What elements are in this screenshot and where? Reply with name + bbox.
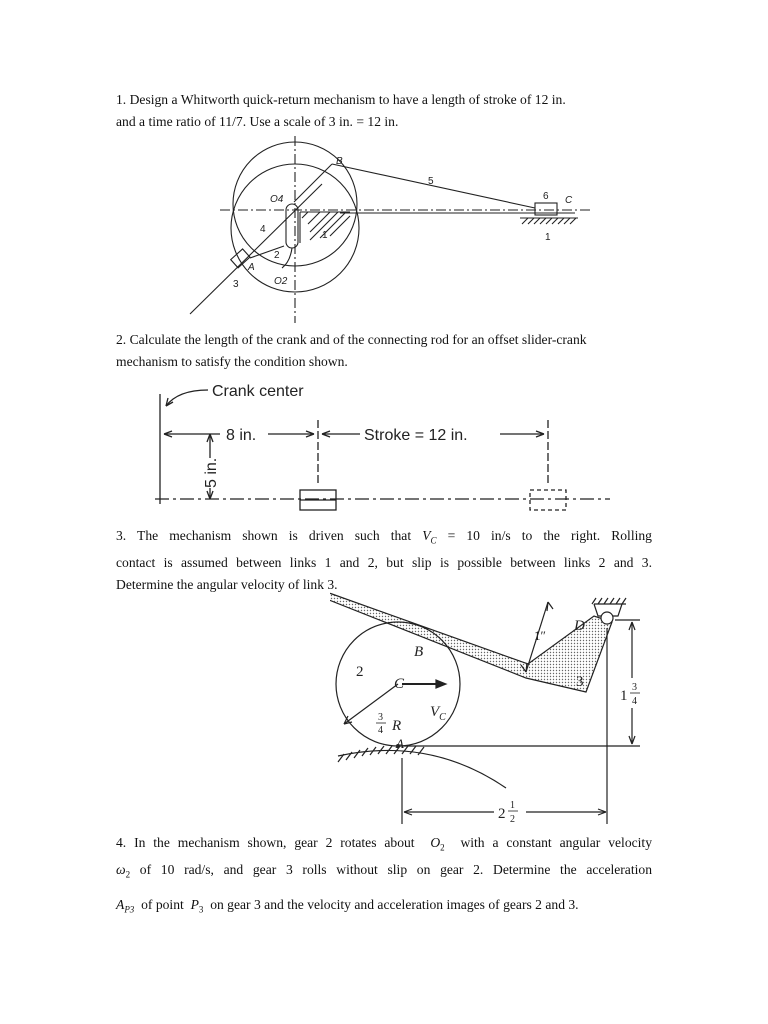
width-whole: 2 (498, 806, 506, 822)
problem-2-line-1: 2. Calculate the length of the crank and of the connecting rod for an offset slider-crank (116, 332, 587, 347)
label-B: B (336, 156, 343, 167)
label-C: C (394, 676, 405, 692)
problem-1-line-2: and a time ratio of 11/7. Use a scale of 3 in. = 12 in. (116, 114, 399, 129)
label-C: C (565, 195, 573, 206)
frac-3-4-num: 3 (378, 712, 383, 723)
problem-3-line-3: Determine the angular velocity of link 3. (116, 576, 338, 592)
label-D: D (574, 618, 585, 634)
label-6: 6 (543, 191, 549, 202)
figure-offset-slider-crank (150, 376, 620, 516)
problem-3-line-1: 3. The mechanism shown is driven such that $V_C = 10$ in/s to the right. Rolling (116, 528, 652, 546)
problem-2 (116, 329, 652, 373)
label-R: R (392, 718, 402, 734)
link-3-bar (330, 593, 612, 692)
height-num: 3 (632, 682, 637, 693)
label-2: 2 (356, 664, 364, 680)
label-8-in: 8 in. (226, 427, 257, 444)
label-A: A (248, 262, 255, 273)
label-B: B (414, 644, 424, 660)
label-crank-center: Crank center (212, 383, 304, 400)
problem-3 (116, 525, 652, 596)
problem-4-line-1: 4. In the mechanism shown, gear 2 rotates about $O_2$ with a constant angular velocity (116, 835, 653, 853)
figure-rolling-disk (330, 588, 650, 832)
label-5-in: 5 in. (203, 457, 220, 488)
problem-3-line-2: contact is assumed between links 1 and 2, but slip is possible between links 2 and 3. (116, 554, 652, 570)
problem-2-line-2: mechanism to satisfy the condition shown. (116, 354, 348, 369)
width-den: 2 (510, 814, 515, 825)
label-Vc: $V_C$ (430, 704, 446, 723)
label-2: 2 (274, 250, 280, 261)
label-3: 3 (233, 279, 239, 290)
width-num: 1 (510, 800, 515, 811)
label-O2: O2 (274, 276, 288, 287)
height-whole: 1 (620, 688, 628, 704)
problem-1-line-1: 1. Design a Whitworth quick-return mechanism to have a length of stroke of 12 in. (116, 92, 566, 107)
label-stroke: Stroke = 12 in. (364, 427, 468, 444)
label-A: A (396, 736, 404, 751)
label-1-ground: 1 (545, 232, 551, 243)
label-1-inch: 1″ (534, 628, 546, 643)
slider-final (530, 490, 566, 510)
problem-1 (116, 89, 652, 133)
label-1-frame: 1 (322, 230, 328, 241)
label-3: 3 (576, 674, 584, 690)
label-4: 4 (260, 224, 266, 235)
problem-4 (116, 832, 652, 921)
label-5: 5 (428, 176, 434, 187)
problem-4-line-3: $A_{P3}$ of point $P_3$ on gear 3 and the velocity and acceleration images of gears 2 and 3. (116, 897, 579, 916)
figure-whitworth-mechanism (170, 128, 610, 328)
frac-3-4-den: 4 (378, 725, 383, 736)
slotted-link-4 (286, 204, 298, 248)
label-O4: O4 (270, 194, 284, 205)
problem-4-line-2: $\omega_2$ of 10 rad/s, and gear 3 rolls without slip on gear 2. Determine the acceleration (116, 861, 652, 880)
link-3 (190, 184, 322, 314)
height-den: 4 (632, 696, 637, 707)
